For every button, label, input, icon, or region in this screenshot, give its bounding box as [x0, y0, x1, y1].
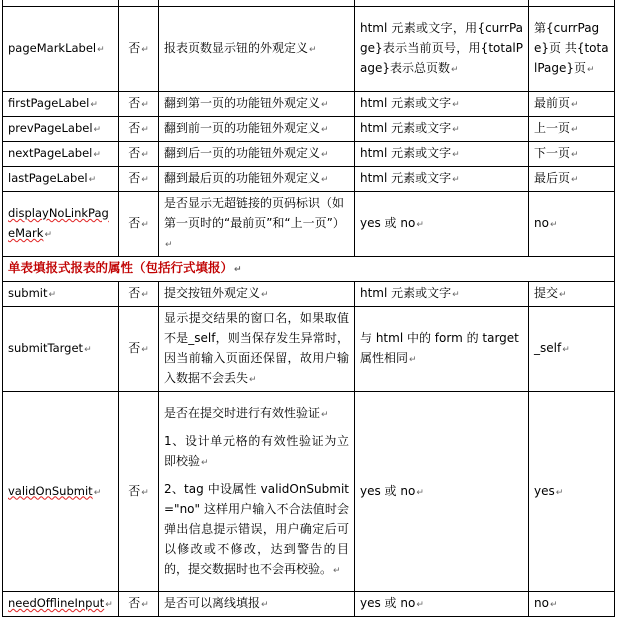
cell-name: displayNoLinkPageMark↵ [3, 192, 119, 257]
cell-default: yes↵ [529, 392, 615, 592]
table-row [3, 307, 615, 392]
cell-type: html 元素或文字↵ [355, 142, 529, 167]
table-row [3, 192, 615, 257]
cell-name: nextPageLabel↵ [3, 142, 119, 167]
section-row [3, 257, 615, 282]
cell-type: yes 或 no↵ [355, 192, 529, 257]
cell-required: 否↵ [119, 7, 159, 92]
cell-required: 否↵ [119, 192, 159, 257]
cell-required: 否↵ [119, 592, 159, 617]
cell-default: 上一页↵ [529, 117, 615, 142]
cell-type: html 元素或文字，用{currPage}表示当前页号，用{totalPage}表示总页数↵ [355, 7, 529, 92]
table-row [3, 167, 615, 192]
description-paragraph: 是否在提交时进行有效性验证↵ [164, 405, 329, 420]
cell-default: _self↵ [529, 307, 615, 392]
cell-name: submitTarget↵ [3, 307, 119, 392]
cell-name: lastPageLabel↵ [3, 167, 119, 192]
cell-default: 最后页↵ [529, 167, 615, 192]
cell-name: needOfflineInput↵ [3, 592, 119, 617]
cell-description: 翻到最后页的功能钮外观定义↵ [159, 167, 355, 192]
cell-type: yes 或 no↵ [355, 392, 529, 592]
table-row [3, 7, 615, 92]
attribute-table [2, 0, 615, 617]
cell-name: firstPageLabel↵ [3, 92, 119, 117]
cell-name: validOnSubmit↵ [3, 392, 119, 592]
cell-description [159, 392, 355, 592]
cell-required: 否↵ [119, 142, 159, 167]
cell-required: 否↵ [119, 92, 159, 117]
cell-default: no↵ [529, 592, 615, 617]
cell-default: 最前页↵ [529, 92, 615, 117]
cell-name: pageMarkLabel↵ [3, 7, 119, 92]
cell-description: 是否可以离线填报↵ [159, 592, 355, 617]
cell-description: 翻到前一页的功能钮外观定义↵ [159, 117, 355, 142]
cell-description: 是否显示无超链接的页码标识（如第一页时的“最前页”和“上一页”）↵ [159, 192, 355, 257]
cell-description: 翻到后一页的功能钮外观定义↵ [159, 142, 355, 167]
cell-required: 否↵ [119, 282, 159, 307]
section-heading: 单表填报式报表的属性（包括行式填报）↵ [3, 257, 615, 282]
table-row [3, 282, 615, 307]
cell-default: no↵ [529, 192, 615, 257]
cell-type: html 元素或文字↵ [355, 117, 529, 142]
description-paragraph: 2、tag 中设属性 validOnSubmit="no" 这样用户输入不合法值时会弹出信息提示错误，用户确定后可以修改或不修改，达到警告的目的，提交数据时也不会再校验。↵ [164, 481, 349, 576]
cell-name: prevPageLabel↵ [3, 117, 119, 142]
cell-type: html 元素或文字↵ [355, 282, 529, 307]
cell-name: submit↵ [3, 282, 119, 307]
cell-description: 报表页数显示钮的外观定义↵ [159, 7, 355, 92]
cell-type: html 元素或文字↵ [355, 167, 529, 192]
cell-description: 显示提交结果的窗口名，如果取值不是_self，则当保存发生异常时，因当前输入页面还保留，故用户输入数据不会丢失↵ [159, 307, 355, 392]
cell-type: yes 或 no↵ [355, 592, 529, 617]
cell-required: 否↵ [119, 167, 159, 192]
cell-required: 否↵ [119, 307, 159, 392]
table-row [3, 392, 615, 592]
cell-type: html 元素或文字↵ [355, 92, 529, 117]
cell-default: 第{currPage}页 共{totalPage}页↵ [529, 7, 615, 92]
cell-default: 提交↵ [529, 282, 615, 307]
cell-type: 与 html 中的 form 的 target 属性相同↵ [355, 307, 529, 392]
cell-required: 否↵ [119, 117, 159, 142]
description-paragraph: 1、设计单元格的有效性验证为立即校验↵ [164, 433, 349, 468]
table-row [3, 592, 615, 617]
cell-required: 否↵ [119, 392, 159, 592]
cell-default: 下一页↵ [529, 142, 615, 167]
cell-description: 翻到第一页的功能钮外观定义↵ [159, 92, 355, 117]
cell-description: 提交按钮外观定义↵ [159, 282, 355, 307]
table-row [3, 117, 615, 142]
table-row [3, 142, 615, 167]
table-row [3, 92, 615, 117]
